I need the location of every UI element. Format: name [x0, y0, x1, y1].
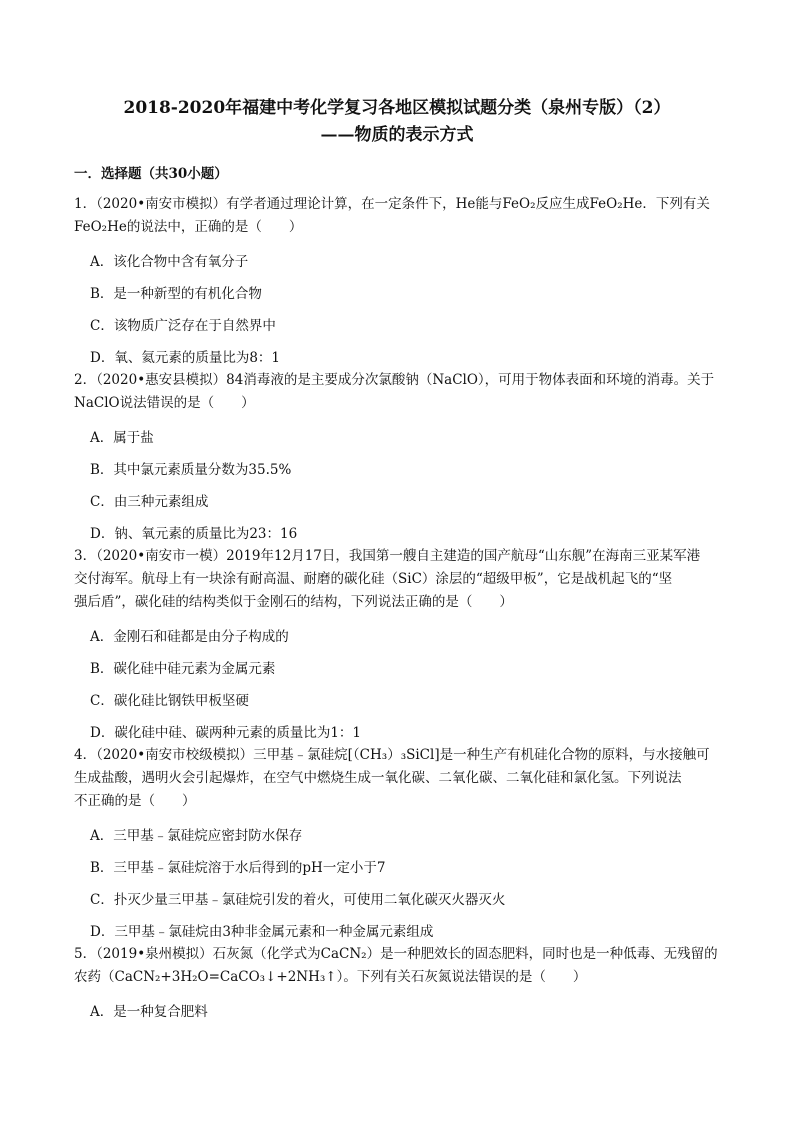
question-2-line-2: NaClO说法错误的是（ ） — [74, 395, 255, 411]
question-5-option-a: A．是一种复合肥料 — [90, 1004, 208, 1020]
question-1-option-b: B．是一种新型的有机化合物 — [90, 286, 262, 302]
question-4-option-a: A．三甲基﹣氯硅烷应密封防水保存 — [90, 828, 303, 844]
question-3-option-a: A．金刚石和硅都是由分子构成的 — [90, 629, 289, 645]
question-5-line-1: 5．（2019•泉州模拟）石灰氮（化学式为CaCN₂）是一种肥效长的固态肥料，同时也是一种低毒、无残留的 — [74, 946, 718, 962]
section-heading: 一．选择题（共30小题） — [74, 166, 228, 182]
question-4-option-c: C．扑灭少量三甲基﹣氯硅烷引发的着火，可使用二氧化碳灭火器灭火 — [90, 892, 506, 908]
question-3-line-1: 3．（2020•南安市一模）2019年12月17日，我国第一艘自主建造的国产航母“山东舰”在海南三亚某军港 — [74, 548, 701, 564]
question-4-line-2: 生成盐酸，遇明火会引起爆炸，在空气中燃烧生成一氧化碳、二氧化碳、二氧化硅和氯化氢。下列说法 — [74, 770, 682, 786]
question-3-option-b: B．碳化硅中硅元素为金属元素 — [90, 661, 276, 677]
question-3-option-d: D．碳化硅中硅、碳两种元素的质量比为1：1 — [90, 725, 362, 741]
question-2-option-d: D．钠、氧元素的质量比为23：16 — [90, 526, 298, 542]
question-3-option-c: C．碳化硅比钢铁甲板坚硬 — [90, 693, 249, 709]
question-1-line-1: 1．（2020•南安市模拟）有学者通过理论计算，在一定条件下，He能与FeO₂反应生成FeO₂He．下列有关 — [74, 196, 710, 212]
question-4-option-d: D．三甲基﹣氯硅烷由3种非金属元素和一种金属元素组成 — [90, 924, 434, 940]
question-2-option-b: B．其中氯元素质量分数为35.5% — [90, 462, 292, 478]
document-subtitle: ——物质的表示方式 — [320, 125, 474, 145]
question-4-option-b: B．三甲基﹣氯硅烷溶于水后得到的pH一定小于7 — [90, 860, 386, 876]
document-title: 2018-2020年福建中考化学复习各地区模拟试题分类（泉州专版）（2） — [123, 98, 671, 118]
question-4-line-3: 不正确的是（ ） — [74, 793, 196, 809]
question-1-option-d: D．氧、氦元素的质量比为8：1 — [90, 350, 281, 366]
question-2-option-c: C．由三种元素组成 — [90, 494, 209, 510]
question-5-line-2: 农药（CaCN₂+3H₂O=CaCO₃↓+2NH₃↑）。下列有关石灰氮说法错误的是（ ） — [74, 969, 587, 985]
question-4-line-1: 4．（2020•南安市校级模拟）三甲基﹣氯硅烷[（CH₃）₃SiCl]是一种生产有机硅化合物的原料，与水接触可 — [74, 747, 710, 763]
question-2-option-a: A．属于盐 — [90, 430, 154, 446]
question-1-option-c: C．该物质广泛存在于自然界中 — [90, 318, 276, 334]
question-1-option-a: A．该化合物中含有氧分子 — [90, 254, 249, 270]
question-2-line-1: 2．（2020•惠安县模拟）84消毒液的是主要成分次氯酸钠（NaClO），可用于物体表面和环境的消毒。关于 — [74, 372, 715, 388]
question-3-line-2: 交付海军。航母上有一块涂有耐高温、耐磨的碳化硅（SiC）涂层的“超级甲板”，它是战机起飞的“坚 — [74, 571, 673, 587]
question-3-line-3: 强后盾”，碳化硅的结构类似于金刚石的结构，下列说法正确的是（ ） — [74, 594, 513, 610]
question-1-line-2: FeO₂He的说法中，正确的是（ ） — [74, 219, 303, 235]
